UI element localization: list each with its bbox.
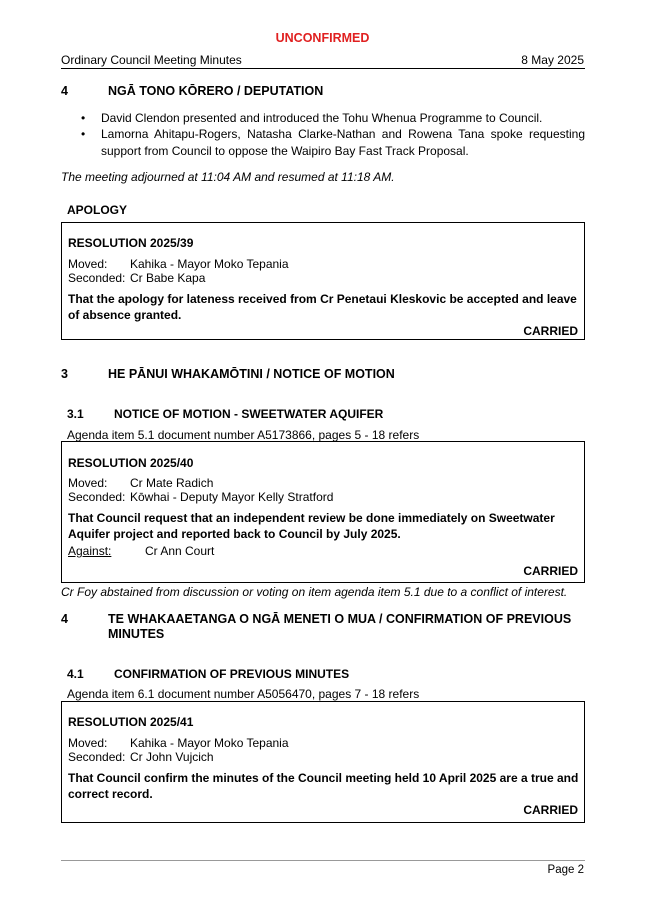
carried-status: CARRIED bbox=[523, 564, 578, 578]
section-title-confirmation: TE WHAKAAETANGA O NGĀ MENETI O MUA / CONFIRMATION OF PREVIOUS MINUTES bbox=[108, 612, 572, 641]
subsection-title: CONFIRMATION OF PREVIOUS MINUTES bbox=[114, 667, 350, 681]
section-number: 4 bbox=[61, 84, 68, 98]
motion-text: That the apology for lateness received from Cr Penetaui Kleskovic be accepted and leave of absence granted. bbox=[68, 292, 577, 322]
carried-status: CARRIED bbox=[523, 803, 578, 817]
resolution-box-39 bbox=[61, 222, 585, 340]
moved-label: Moved: bbox=[68, 257, 108, 271]
resolution-box-41 bbox=[61, 701, 585, 823]
carried-status: CARRIED bbox=[523, 324, 578, 338]
subsection-number: 3.1 bbox=[67, 407, 84, 421]
agenda-reference: Agenda item 6.1 document number A5056470, pages 7 - 18 refers bbox=[67, 687, 420, 701]
resolution-number: RESOLUTION 2025/40 bbox=[68, 456, 194, 470]
motion-text: That Council confirm the minutes of the Council meeting held 10 April 2025 are a true and correct record. bbox=[68, 771, 579, 801]
seconded-line bbox=[68, 490, 333, 505]
unconfirmed-banner: UNCONFIRMED bbox=[275, 31, 370, 45]
bullet-icon: • bbox=[81, 111, 86, 125]
subsection-number: 4.1 bbox=[67, 667, 84, 681]
moved-by: Kahika - Mayor Moko Tepania bbox=[130, 257, 289, 271]
seconded-by: Cr Babe Kapa bbox=[130, 271, 206, 285]
moved-by: Cr Mate Radich bbox=[130, 476, 214, 490]
moved-label: Moved: bbox=[68, 476, 108, 490]
against-label: Against: bbox=[68, 544, 112, 558]
seconded-label: Seconded: bbox=[68, 490, 126, 504]
against-line bbox=[68, 544, 214, 559]
apology-heading: APOLOGY bbox=[67, 203, 128, 217]
resolution-number: RESOLUTION 2025/41 bbox=[68, 715, 194, 729]
subsection-title: NOTICE OF MOTION - SWEETWATER AQUIFER bbox=[114, 407, 384, 421]
resolution-number: RESOLUTION 2025/39 bbox=[68, 236, 194, 250]
seconded-by: Kōwhai - Deputy Mayor Kelly Stratford bbox=[130, 490, 334, 504]
adjournment-note: The meeting adjourned at 11:04 AM and resumed at 11:18 AM. bbox=[61, 170, 395, 184]
moved-line bbox=[68, 476, 213, 491]
seconded-by: Cr John Vujcich bbox=[130, 750, 214, 764]
section-title-deputation: NGĀ TONO KŌRERO / DEPUTATION bbox=[108, 84, 324, 98]
seconded-label: Seconded: bbox=[68, 271, 126, 285]
seconded-line bbox=[68, 750, 214, 765]
moved-label: Moved: bbox=[68, 736, 108, 750]
section-title-notice-of-motion: HE PĀNUI WHAKAMŌTINI / NOTICE OF MOTION bbox=[108, 367, 395, 381]
moved-line bbox=[68, 736, 289, 751]
seconded-line bbox=[68, 271, 205, 286]
bullet-icon: • bbox=[81, 127, 86, 141]
page-number: Page 2 bbox=[547, 864, 584, 876]
section-number: 4 bbox=[61, 612, 68, 626]
section-number: 3 bbox=[61, 367, 68, 381]
header-divider bbox=[61, 68, 585, 69]
motion-text: That Council request that an independent review be done immediately on Sweetwater Aquifer project and reported back to Council by July 2025. bbox=[68, 511, 555, 541]
against-member: Cr Ann Court bbox=[145, 544, 215, 558]
moved-by: Kahika - Mayor Moko Tepania bbox=[130, 736, 289, 750]
footer-divider bbox=[61, 860, 585, 861]
document-title: Ordinary Council Meeting Minutes bbox=[61, 53, 242, 67]
seconded-label: Seconded: bbox=[68, 750, 126, 764]
resolution-box-40 bbox=[61, 441, 585, 583]
deputation-bullet: Lamorna Ahitapu-Rogers, Natasha Clarke-Nathan and Rowena Tana spoke requesting support from Council to oppose the Waipiro Bay Fast Track Proposal. bbox=[101, 127, 585, 158]
abstention-note: Cr Foy abstained from discussion or voting on item agenda item 5.1 due to a conflict of interest. bbox=[61, 585, 568, 599]
deputation-bullet: David Clendon presented and introduced the Tohu Whenua Programme to Council. bbox=[101, 111, 543, 125]
agenda-reference: Agenda item 5.1 document number A5173866, pages 5 - 18 refers bbox=[67, 428, 420, 442]
moved-line bbox=[68, 257, 289, 272]
meeting-date: 8 May 2025 bbox=[521, 53, 584, 67]
